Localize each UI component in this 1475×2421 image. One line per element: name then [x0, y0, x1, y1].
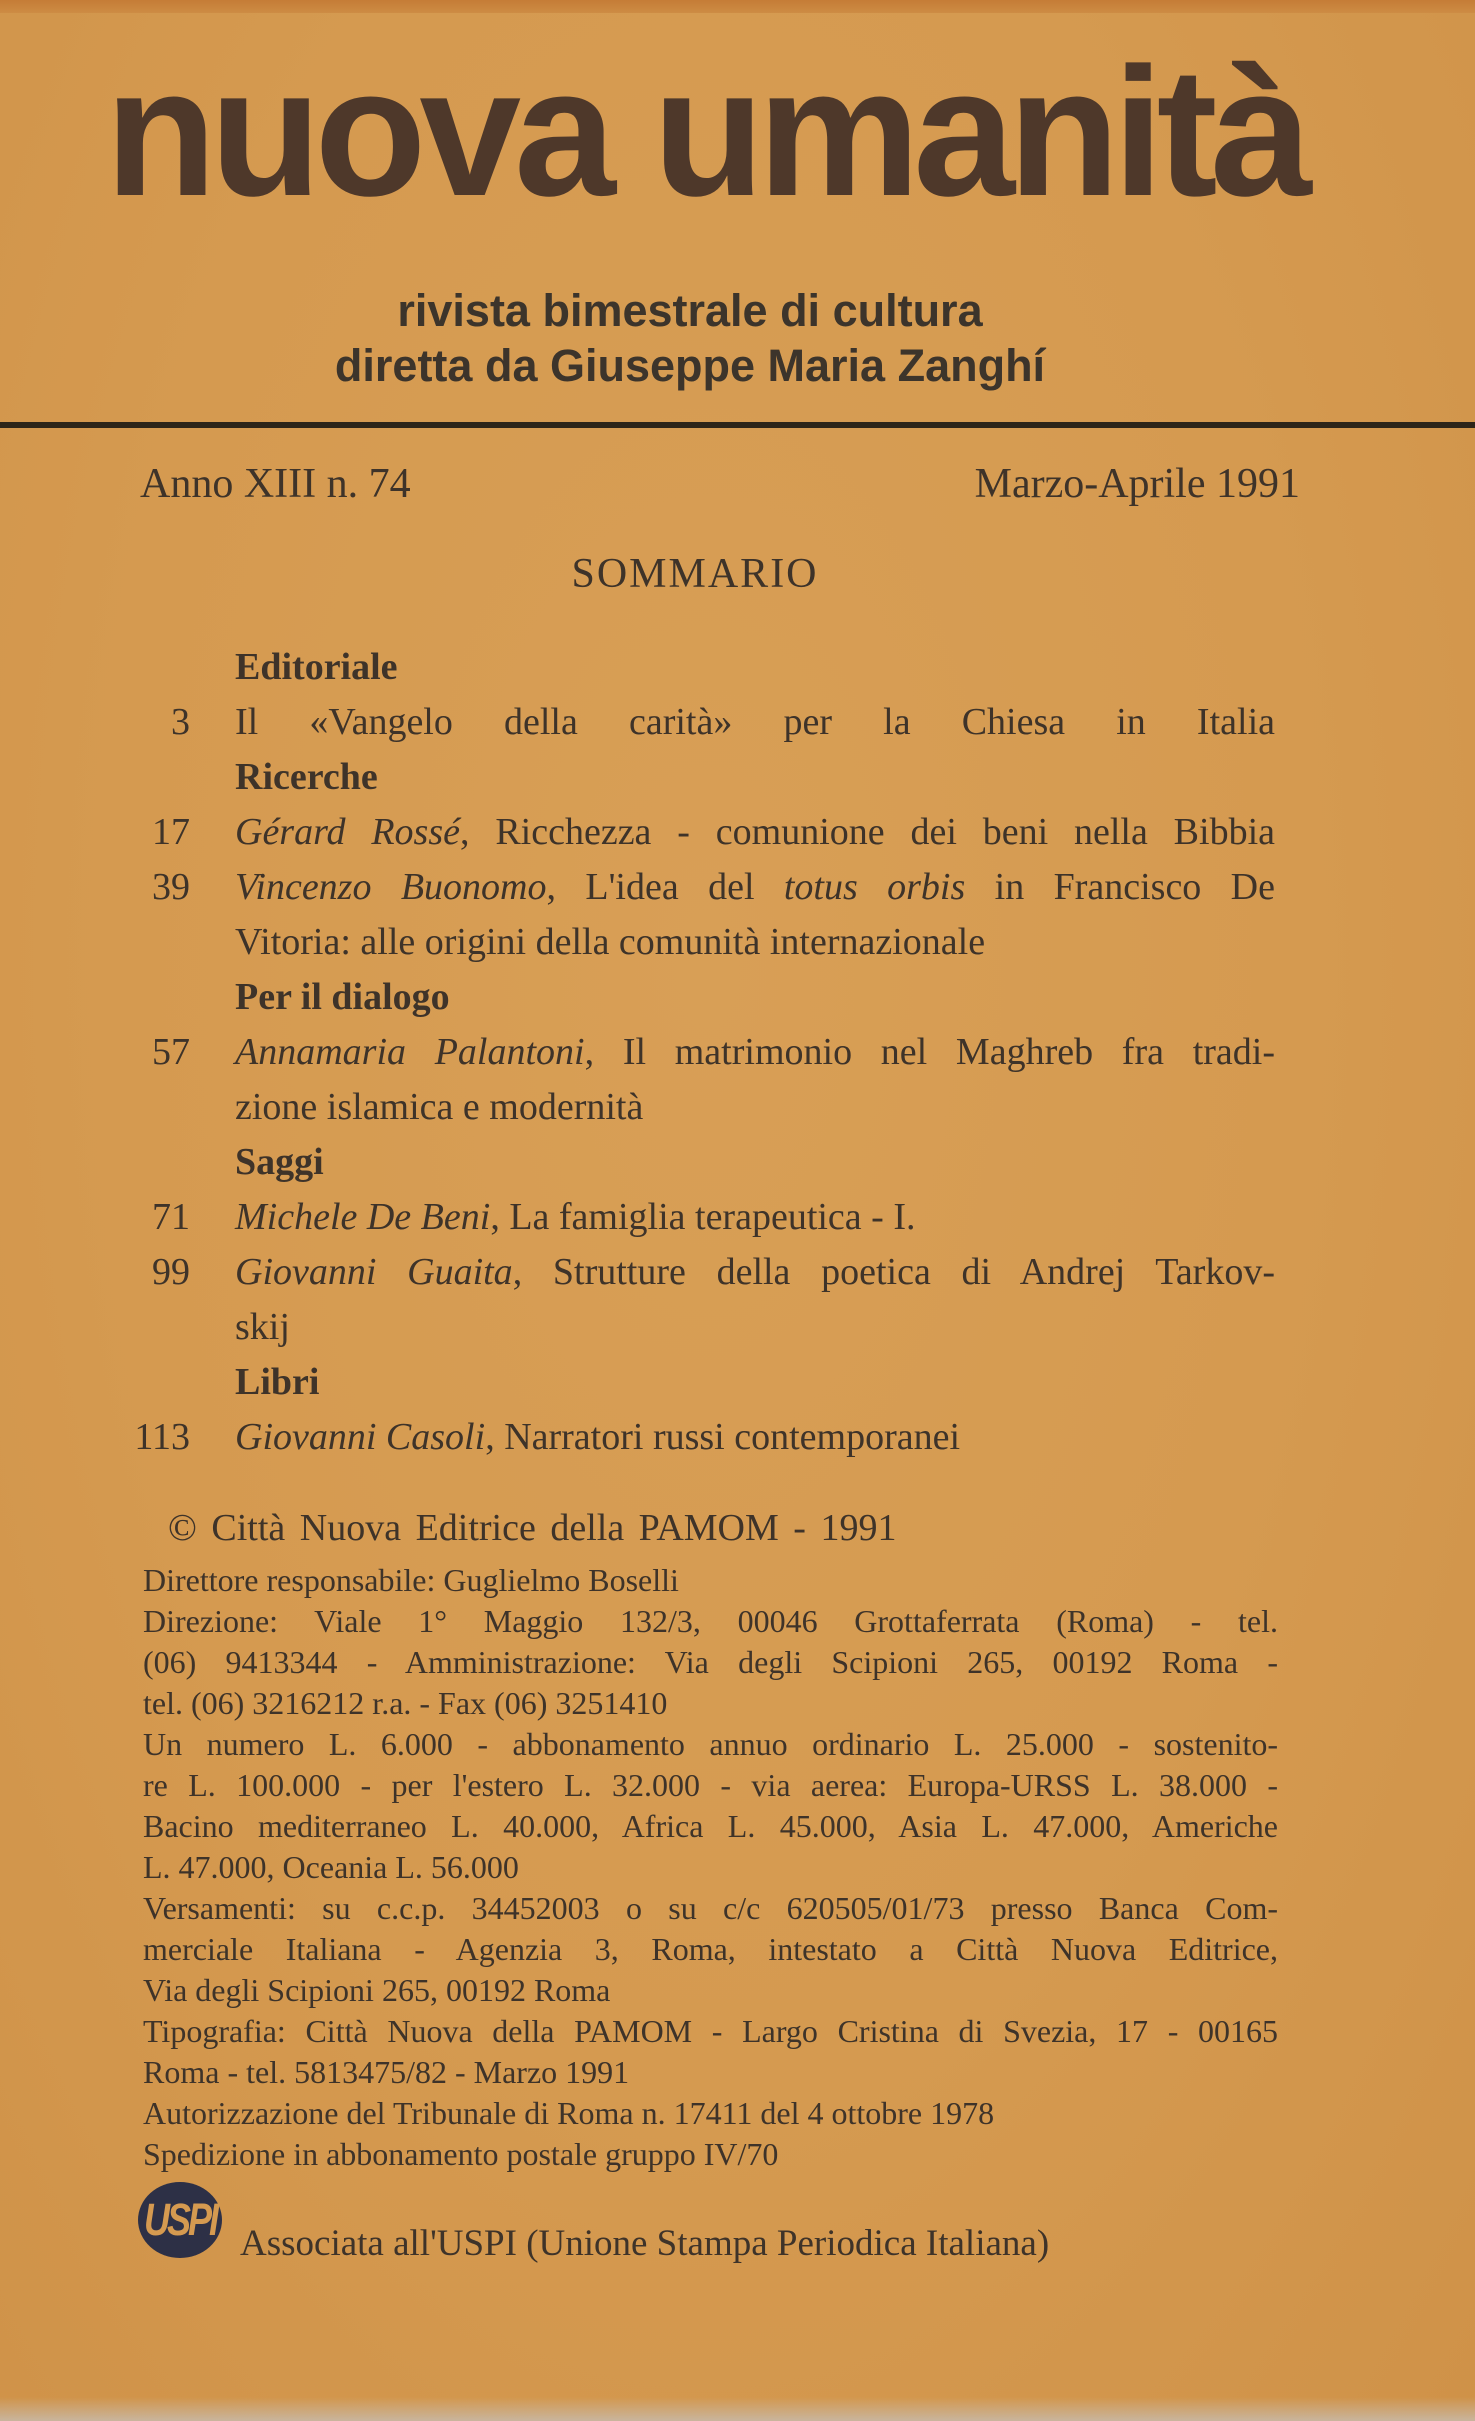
subtitle-line-2: diretta da Giuseppe Maria Zanghí — [334, 340, 1046, 391]
toc-entry-text: Il «Vangelo della carità» per la Chiesa in Italia — [235, 701, 1275, 743]
toc-page-number: 99 — [152, 1251, 190, 1293]
masthead-divider-rule — [0, 422, 1475, 428]
magazine-title: nuova umanità — [105, 29, 1306, 234]
toc-page-number: 57 — [152, 1031, 190, 1073]
toc-entry-text: Giovanni Guaita, Strutture della poetica di Andrej Tarkov- skij — [235, 1251, 1275, 1348]
subtitle-line-1: rivista bimestrale di cultura — [397, 285, 983, 336]
toc-page-number: 39 — [152, 866, 190, 908]
imprint-line: re L. 100.000 - per l'estero L. 32.000 - via aerea: Europa-URSS L. 38.000 - — [143, 1767, 1278, 1803]
toc-entry-text: Michele De Beni, La famiglia terapeutica - I. — [235, 1196, 916, 1238]
imprint-line: merciale Italiana - Agenzia 3, Roma, intestato a Città Nuova Editrice, — [143, 1931, 1278, 1967]
toc-entry-text: Annamaria Palantoni, Il matrimonio nel Maghreb fra tradi- zione islamica e modernità — [235, 1031, 1275, 1128]
uspi-logo-text: USPI — [143, 2193, 217, 2245]
toc-section-heading: Libri — [235, 1361, 320, 1403]
scan-edge-top — [0, 0, 1475, 13]
imprint-line: Direttore responsabile: Guglielmo Boselli — [143, 1562, 679, 1598]
toc-item — [0, 1025, 1475, 1135]
imprint-line: tel. (06) 3216212 r.a. - Fax (06) 3251410 — [143, 1685, 668, 1721]
issue-row — [0, 460, 1475, 510]
toc-item — [0, 860, 1475, 970]
toc-page-number: 71 — [152, 1196, 190, 1238]
toc-page-number: 17 — [152, 811, 190, 853]
toc-entry-text: Gérard Rossé, Ricchezza - comunione dei beni nella Bibbia — [235, 811, 1276, 853]
uspi-logo-icon — [138, 2182, 222, 2258]
toc-entry-text: Giovanni Casoli, Narratori russi contemporanei — [235, 1416, 961, 1458]
toc-section-heading: Ricerche — [235, 756, 378, 798]
toc-item — [0, 695, 1475, 750]
imprint-line: Tipografia: Città Nuova della PAMOM - Largo Cristina di Svezia, 17 - 00165 — [143, 2013, 1278, 2049]
imprint-line: Roma - tel. 5813475/82 - Marzo 1991 — [143, 2054, 630, 2090]
imprint-line: Direzione: Viale 1° Maggio 132/3, 00046 Grottaferrata (Roma) - tel. — [143, 1603, 1278, 1639]
imprint-line: (06) 9413344 - Amministrazione: Via degli Scipioni 265, 00192 Roma - — [143, 1644, 1278, 1680]
imprint-line: Spedizione in abbonamento postale gruppo IV/70 — [143, 2136, 779, 2172]
toc-section-heading: Editoriale — [235, 646, 398, 688]
issue-date: Marzo-Aprile 1991 — [974, 461, 1300, 507]
imprint-line: Un numero L. 6.000 - abbonamento annuo ordinario L. 25.000 - sostenito- — [143, 1726, 1278, 1762]
imprint-block — [143, 1560, 1278, 2175]
imprint-line: Via degli Scipioni 265, 00192 Roma — [143, 1972, 611, 2008]
issue-volume: Anno XIII n. 74 — [140, 461, 411, 507]
toc-section-heading: Per il dialogo — [235, 976, 450, 1018]
toc-page-number: 113 — [134, 1416, 190, 1458]
toc-item — [0, 1245, 1475, 1355]
association-label: Associata all'USPI (Unione Stampa Periodica Italiana) — [240, 2223, 1050, 2264]
magazine-subtitle — [190, 283, 1190, 393]
imprint-line: L. 47.000, Oceania L. 56.000 — [143, 1849, 519, 1885]
toc-item — [0, 1410, 1475, 1465]
scan-edge-bottom — [0, 2397, 1475, 2421]
imprint-line: Versamenti: su c.c.p. 34452003 o su c/c 620505/01/73 presso Banca Com- — [143, 1890, 1278, 1926]
toc-page-number: 3 — [171, 701, 190, 743]
toc-section-heading: Saggi — [235, 1141, 324, 1183]
toc-entry-text: Vincenzo Buonomo, L'idea del totus orbis in Francisco De Vitoria: alle origini della comunità internazionale — [235, 866, 1275, 963]
imprint-line: Bacino mediterraneo L. 40.000, Africa L. 45.000, Asia L. 47.000, Americhe — [143, 1808, 1278, 1844]
contents-heading: SOMMARIO — [571, 551, 819, 597]
copyright-line: © Città Nuova Editrice della PAMOM - 1991 — [168, 1507, 897, 1549]
imprint-line: Autorizzazione del Tribunale di Roma n. 17411 del 4 ottobre 1978 — [143, 2095, 995, 2131]
toc — [0, 640, 1475, 1465]
toc-item — [0, 805, 1475, 860]
association-row — [138, 2180, 1338, 2290]
toc-item — [0, 1190, 1475, 1245]
